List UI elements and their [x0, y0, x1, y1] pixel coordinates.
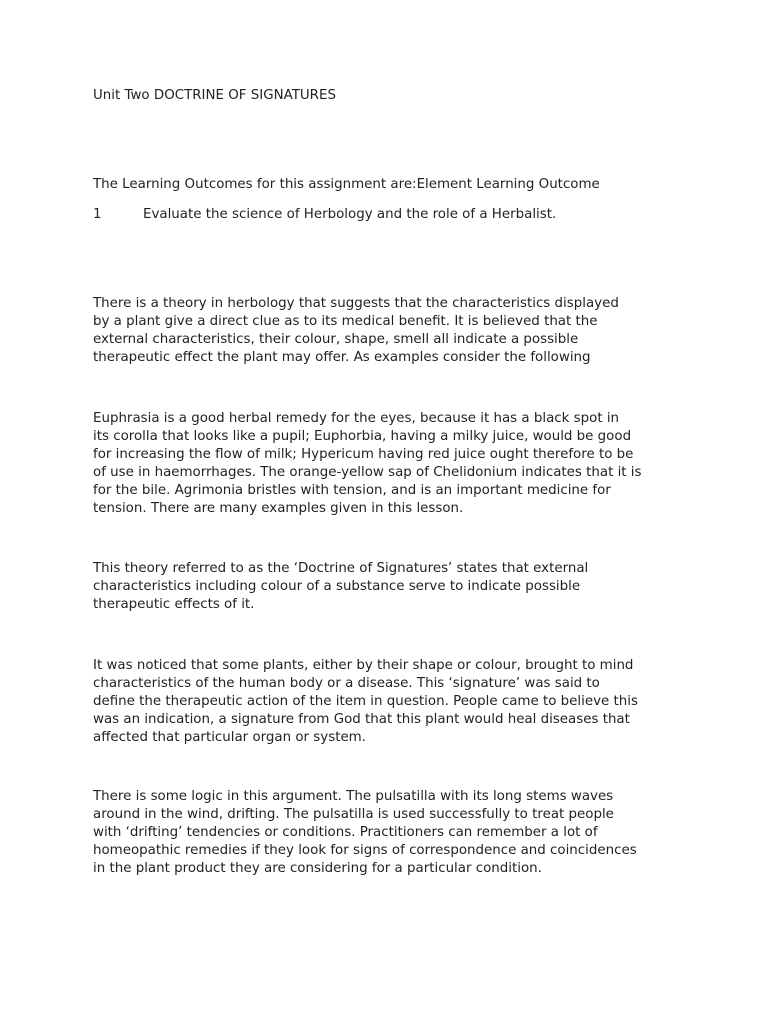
paragraph-line: of use in haemorrhages. The orange-yellow sap of Chelidonium indicates that it is: [93, 465, 642, 480]
paragraph-line: with ‘drifting’ tendencies or conditions. Practitioners can remember a lot of: [93, 825, 598, 840]
paragraph-line: in the plant product they are considering for a particular condition.: [93, 861, 542, 876]
paragraph-line: homeopathic remedies if they look for signs of correspondence and coincidences: [93, 843, 637, 858]
paragraph-line: external characteristics, their colour, shape, smell all indicate a possible: [93, 332, 579, 347]
paragraph-line: for the bile. Agrimonia bristles with tension, and is an important medicine for: [93, 483, 611, 498]
paragraph-doctrine-definition: [93, 560, 683, 614]
paragraph-line: characteristics including colour of a substance serve to indicate possible: [93, 579, 581, 594]
paragraph-line: There is a theory in herbology that suggests that the characteristics displayed: [93, 296, 619, 311]
paragraph-line: define the therapeutic action of the item in question. People came to believe this: [93, 694, 638, 709]
learning-outcomes-intro: The Learning Outcomes for this assignment are:Element Learning Outcome: [93, 177, 600, 192]
paragraph-line: around in the wind, drifting. The pulsatilla is used successfully to treat people: [93, 807, 614, 822]
outcome-number: 1: [93, 207, 102, 222]
paragraph-line: for increasing the flow of milk; Hypericum having red juice ought therefore to be: [93, 447, 634, 462]
paragraph-signature-origin: [93, 657, 683, 747]
paragraph-line: affected that particular organ or system.: [93, 730, 366, 745]
paragraph-line: Euphrasia is a good herbal remedy for the eyes, because it has a black spot in: [93, 411, 620, 426]
document-title: Unit Two DOCTRINE OF SIGNATURES: [93, 88, 336, 103]
paragraph-examples: [93, 410, 683, 518]
paragraph-line: its corolla that looks like a pupil; Euphorbia, having a milky juice, would be good: [93, 429, 632, 444]
paragraph-pulsatilla: [93, 788, 683, 878]
paragraph-line: This theory referred to as the ‘Doctrine of Signatures’ states that external: [93, 561, 589, 576]
paragraph-line: characteristics of the human body or a disease. This ‘signature’ was said to: [93, 676, 600, 691]
paragraph-line: therapeutic effect the plant may offer. As examples consider the following: [93, 350, 591, 365]
paragraph-line: was an indication, a signature from God that this plant would heal diseases that: [93, 712, 630, 727]
paragraph-line: It was noticed that some plants, either by their shape or colour, brought to mind: [93, 658, 634, 673]
paragraph-line: by a plant give a direct clue as to its medical benefit. It is believed that the: [93, 314, 598, 329]
paragraph-line: tension. There are many examples given in this lesson.: [93, 501, 464, 516]
paragraph-line: therapeutic effects of it.: [93, 597, 255, 612]
paragraph-theory-intro: [93, 295, 683, 367]
outcome-text: Evaluate the science of Herbology and the role of a Herbalist.: [143, 207, 557, 222]
paragraph-line: There is some logic in this argument. The pulsatilla with its long stems waves: [93, 789, 614, 804]
